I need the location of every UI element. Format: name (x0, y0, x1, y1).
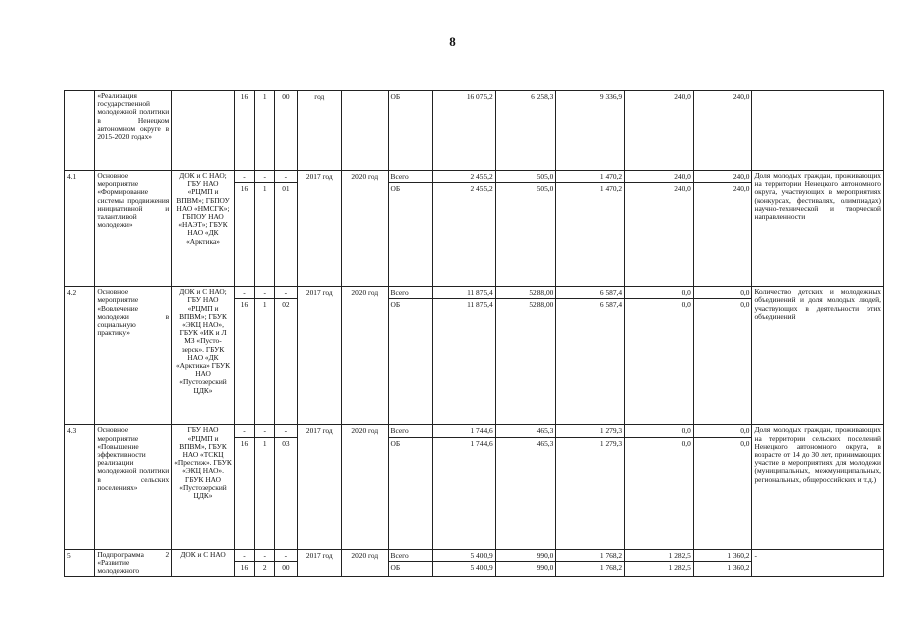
code-cell: 02 (275, 299, 297, 425)
code-cell: 01 (275, 183, 297, 287)
amount-year: 0,0 (693, 425, 752, 437)
executor (172, 91, 235, 171)
amount-year: 1 768,2 (556, 562, 625, 577)
executor: ДОК и С НАО (172, 549, 235, 577)
amount-year: 465,3 (495, 437, 556, 549)
end-year: 2020 год (342, 171, 389, 287)
result-indicator (752, 91, 884, 171)
end-year: 2020 год (342, 425, 389, 549)
code-cell: - (234, 287, 254, 299)
code-cell: - (275, 549, 297, 562)
amount-year: 1 282,5 (625, 562, 694, 577)
amount-year: 505,0 (495, 183, 556, 287)
code-cell: - (275, 287, 297, 299)
code-cell: 03 (275, 437, 297, 549)
row-number: 4.3 (65, 425, 95, 549)
amount-year: 6 587,4 (556, 287, 625, 299)
code-cell: 00 (275, 562, 297, 577)
amount-year: 990,0 (495, 549, 556, 562)
page-number: 8 (449, 34, 456, 49)
code-cell: - (255, 287, 275, 299)
funding-source: ОБ (388, 91, 432, 171)
code-cell: 1 (255, 91, 275, 171)
code-cell: 1 (255, 183, 275, 287)
row-number: 5 (65, 549, 95, 577)
amount-total: 2 455,2 (433, 171, 496, 183)
amount-year: 990,0 (495, 562, 556, 577)
amount-year: 9 336,9 (556, 91, 625, 171)
amount-year: 240,0 (693, 171, 752, 183)
measure-name: Основное мероприятие «Вовлечение молодежи в социальную практику» (95, 287, 172, 425)
amount-year: 1 470,2 (556, 183, 625, 287)
code-cell: 16 (234, 183, 254, 287)
amount-year: 0,0 (625, 425, 694, 437)
table-row (65, 171, 884, 183)
row-number: 4.2 (65, 287, 95, 425)
funding-source: ОБ (388, 437, 432, 549)
start-year: 2017 год (297, 425, 341, 549)
amount-year: 0,0 (625, 287, 694, 299)
amount-total: 5 400,9 (433, 549, 496, 562)
code-cell: - (275, 171, 297, 183)
amount-year: 5288,00 (495, 287, 556, 299)
amount-year: 1 282,5 (625, 549, 694, 562)
amount-year: 1 360,2 (693, 562, 752, 577)
amount-year: 0,0 (693, 287, 752, 299)
amount-year: 0,0 (625, 437, 694, 549)
amount-year: 1 279,3 (556, 425, 625, 437)
amount-year: 1 360,2 (693, 549, 752, 562)
start-year: 2017 год (297, 549, 341, 577)
code-cell: - (234, 171, 254, 183)
measure-name: Основное мероприятие «Формирование системы продвижения инициативной и талантливой молодежи» (95, 171, 172, 287)
code-cell: - (275, 425, 297, 437)
amount-year: 0,0 (693, 299, 752, 425)
row-number: 4.1 (65, 171, 95, 287)
result-indicator: - (752, 549, 884, 577)
table-row (65, 91, 884, 171)
amount-year: 0,0 (693, 437, 752, 549)
measure-name: Основное мероприятие «Повышение эффективности реализации молодежной политики в сельских поселениях» (95, 425, 172, 549)
start-year: 2017 год (297, 287, 341, 425)
funding-source: Всего (388, 171, 432, 183)
executor: ДОК и С НАО; ГБУ НАО «РЦМП и ВПВМ»; ГБУК «ЭКЦ НАО», ГБУК «ИК и Л МЗ «Пусто-зерск». ГБУК НАО «ДК «Арктика» ГБУК НАО «Пустозерский ЦДК» (172, 287, 235, 425)
amount-year: 240,0 (625, 91, 694, 171)
amount-year: 240,0 (625, 183, 694, 287)
code-cell: 2 (255, 562, 275, 577)
code-cell: 16 (234, 299, 254, 425)
amount-total: 1 744,6 (433, 425, 496, 437)
measure-name: Подпрограмма 2 «Развитие молодежного (95, 549, 172, 577)
code-cell: 16 (234, 437, 254, 549)
result-indicator: Доля молодых граждан, проживающих на территории сельских поселений Ненецкого автономного округа, в возрасте от 14 до 30 лет, принимающих участие в мероприятиях для молодежи (муниципальных, межмуниципальных, региональных, общероссийских и т.д.) (752, 425, 884, 549)
code-cell: 00 (275, 91, 297, 171)
amount-year: 465,3 (495, 425, 556, 437)
table-row (65, 287, 884, 299)
code-cell: 1 (255, 299, 275, 425)
funding-source: ОБ (388, 183, 432, 287)
amount-year: 0,0 (625, 299, 694, 425)
amount-year: 505,0 (495, 171, 556, 183)
funding-source: Всего (388, 287, 432, 299)
amount-total: 2 455,2 (433, 183, 496, 287)
row-number (65, 91, 95, 171)
funding-source: ОБ (388, 562, 432, 577)
funding-source: Всего (388, 425, 432, 437)
table-row (65, 425, 884, 437)
amount-year: 5288,00 (495, 299, 556, 425)
code-cell: - (255, 171, 275, 183)
amount-year: 6 258,3 (495, 91, 556, 171)
amount-year: 1 470,2 (556, 171, 625, 183)
code-cell: 16 (234, 562, 254, 577)
amount-year: 240,0 (625, 171, 694, 183)
amount-total: 1 744,6 (433, 437, 496, 549)
amount-year: 1 279,3 (556, 437, 625, 549)
amount-year: 6 587,4 (556, 299, 625, 425)
code-cell: 16 (234, 91, 254, 171)
funding-source: ОБ (388, 299, 432, 425)
result-indicator: Количество детских и молодежных объединений и доля молодых людей, участвующих в деятельности этих объединений (752, 287, 884, 425)
table-row (65, 549, 884, 562)
code-cell: 1 (255, 437, 275, 549)
measure-name: «Реализация государственной молодежной политики в Ненецком автономном округе в 2015-2020 годах» (95, 91, 172, 171)
code-cell: - (234, 549, 254, 562)
amount-total: 11 875,4 (433, 287, 496, 299)
program-table (64, 90, 884, 577)
unit-cell: год (297, 91, 341, 171)
amount-total: 11 875,4 (433, 299, 496, 425)
amount-year: 240,0 (693, 91, 752, 171)
amount-total: 5 400,9 (433, 562, 496, 577)
code-cell: - (255, 549, 275, 562)
code-cell: - (234, 425, 254, 437)
amount-year: 1 768,2 (556, 549, 625, 562)
amount-year: 240,0 (693, 183, 752, 287)
executor: ГБУ НАО «РЦМП и ВПВМ», ГБУК НАО «ТСКЦ «Престиж». ГБУК «ЭКЦ НАО». ГБУК НАО «Пустозерский ЦДК» (172, 425, 235, 549)
result-indicator: Доля молодых граждан, проживающих на территории Ненецкого автономного округа, участвующих в мероприятиях (конкурсах, фестивалях, олимпиадах) научно-технической и творческой направленности (752, 171, 884, 287)
amount-total: 16 075,2 (433, 91, 496, 171)
start-year (342, 91, 389, 171)
code-cell: - (255, 425, 275, 437)
end-year: 2020 год (342, 287, 389, 425)
start-year: 2017 год (297, 171, 341, 287)
funding-source: Всего (388, 549, 432, 562)
end-year: 2020 год (342, 549, 389, 577)
executor: ДОК и С НАО; ГБУ НАО «РЦМП и ВПВМ»; ГБПОУ НАО «НМСГК»; ГБПОУ НАО «НАЭТ»; ГБУК НАО «ДК «Арктика» (172, 171, 235, 287)
